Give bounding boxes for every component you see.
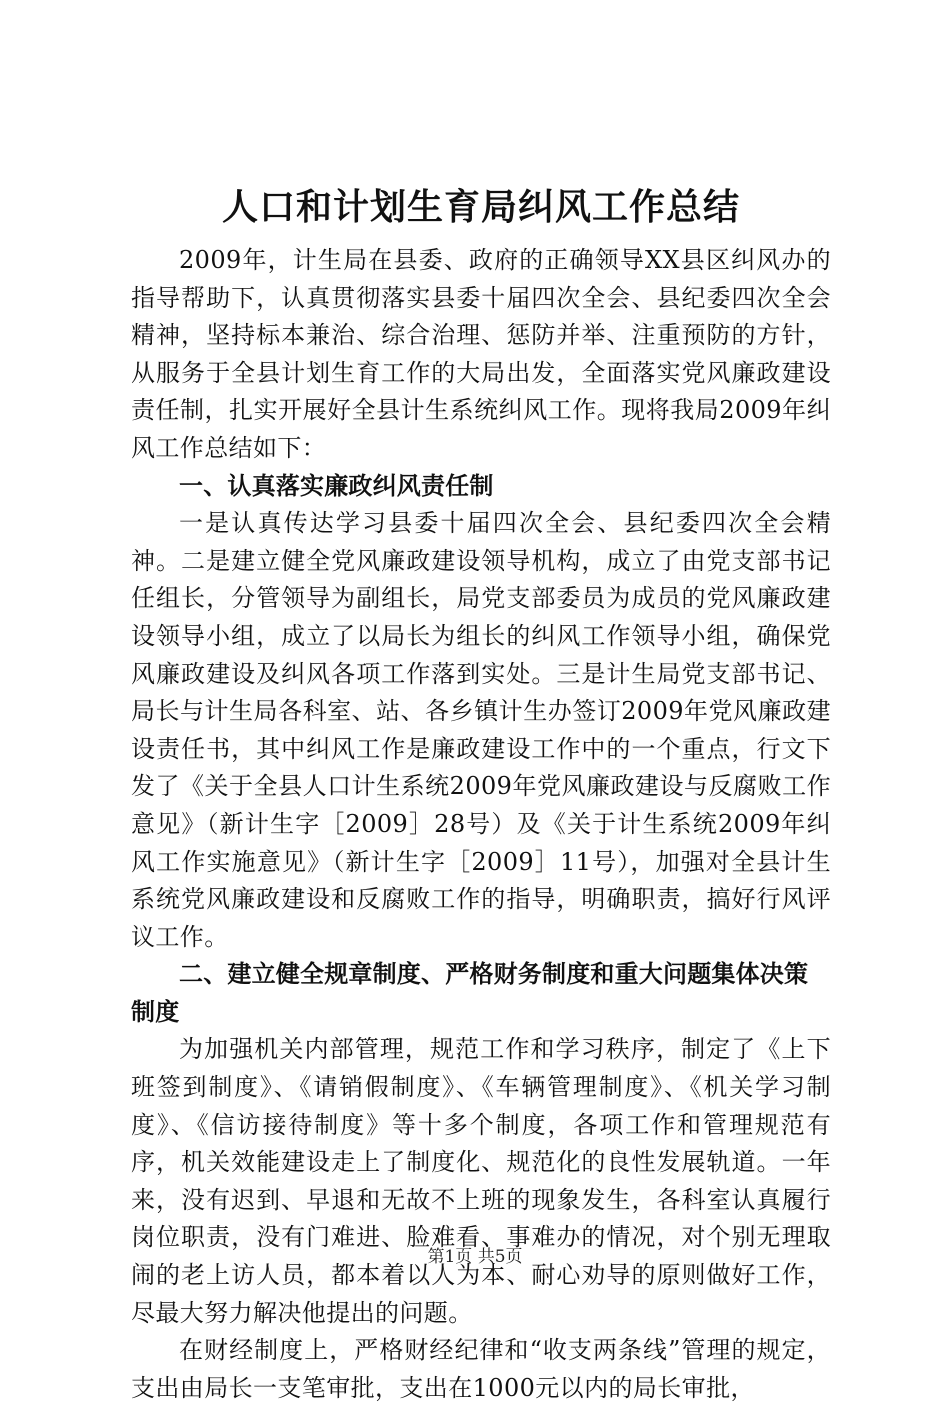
- section-2-paragraph-2: 在财经制度上，严格财经纪律和“收支两条线”管理的规定，支出由局长一支笔审批，支出在1000元以内的局长审批，: [131, 1336, 831, 1402]
- document-title: 人口和计划生育局纠风工作总结: [221, 186, 740, 228]
- section-1-paragraph-1: 一是认真传达学习县委十届四次全会、县纪委四次全会精神。二是建立健全党风廉政建设领导机构，成立了由党支部书记任组长，分管领导为副组长，局党支部委员为成员的党风廉政建设领导小组，成立了以局长为组长的纠风工作领导小组，确保党风廉政建设及纠风各项工作落到实处。三是计生局党支部书记、局长与计生局各科室、站、各乡镇计生办签订2009年党风廉政建设责任书，其中纠风工作是廉政建设工作中的一个重点，行文下发了《关于全县人口计生系统2009年党风廉政建设与反腐败工作意见》（新计生字［2009］28号）及《关于计生系统2009年纠风工作实施意见》（新计生字［2009］11号），加强对全县计生系统党风廉政建设和反腐败工作的指导，明确职责，搞好行风评议工作。: [131, 509, 831, 951]
- document-body: [131, 182, 831, 1407]
- section-heading-1: 一、认真落实廉政纠风责任制: [179, 471, 494, 500]
- page-footer: 第1页 共5页: [427, 1247, 523, 1267]
- intro-paragraph: 2009年，计生局在县委、政府的正确领导XX县区纠风办的指导帮助下，认真贯彻落实县委十届四次全会、县纪委四次全会精神，坚持标本兼治、综合治理、惩防并举、注重预防的方针，从服务于全县计划生育工作的大局出发，全面落实党风廉政建设责任制，扎实开展好全县计生系统纠风工作。现将我局2009年纠风工作总结如下：: [131, 246, 831, 462]
- section-2-paragraph-1: 为加强机关内部管理，规范工作和学习秩序，制定了《上下班签到制度》、《请销假制度》、《车辆管理制度》、《机关学习制度》、《信访接待制度》等十多个制度，各项工作和管理规范有序，机关效能建设走上了制度化、规范化的良性发展轨道。一年来，没有迟到、早退和无故不上班的现象发生，各科室认真履行岗位职责，没有门难进、脸难看、事难办的情况，对个别无理取闹的老上访人员，都本着以人为本、耐心劝导的原则做好工作，尽最大努力解决他提出的问题。: [131, 1035, 831, 1327]
- section-heading-2: 二、建立健全规章制度、严格财务制度和重大问题集体决策制度: [131, 960, 809, 1026]
